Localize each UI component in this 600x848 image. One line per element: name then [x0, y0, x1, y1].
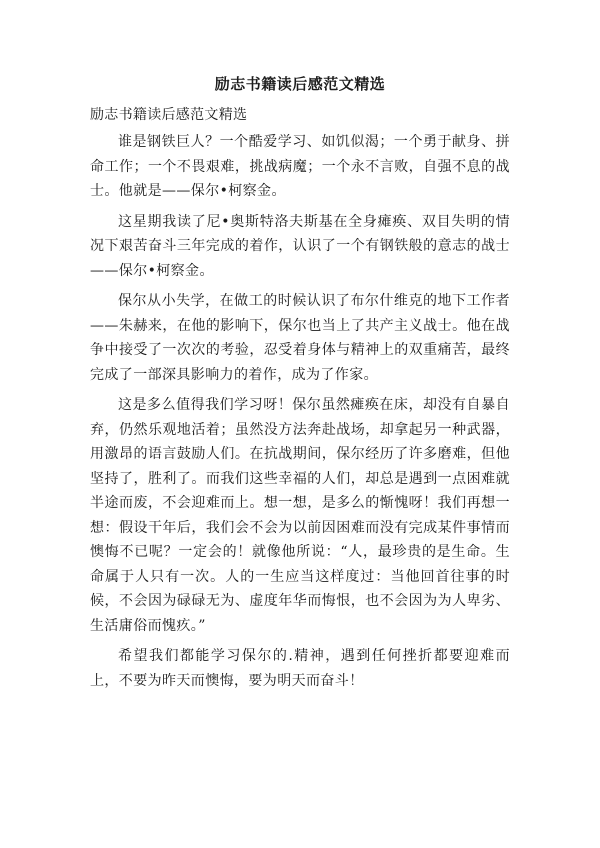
paragraph-4: 这是多么值得我们学习呀！保尔虽然瘫痪在床，却没有自暴自弃，仍然乐观地活着；虽然没方法奔赴战场，却拿起另一种武器，用激昂的语言鼓励人们。在抗战期间，保尔经历了许多磨难，但他坚持了，胜利了。而我们这些幸福的人们，却总是遇到一点困难就半途而废，不会迎难而上。想一想，是多么的惭愧呀！我们再想一想：假设干年后，我们会不会为以前因困难而没有完成某件事情而懊悔不已呢？一定会的！就像他所说：“人，最珍贵的是生命。生命属于人只有一次。人的一生应当这样度过：当他回首往事的时候，不会因为碌碌无为、虚度年华而悔恨，也不会因为为人卑劣、生活庸俗而愧疚。”	[90, 397, 510, 634]
paragraph-3: 保尔从小失学，在做工的时候认识了布尔什维克的地下工作者——朱赫来，在他的影响下，保尔也当上了共产主义战士。他在战争中接受了一次次的考验，忍受着身体与精神上的双重痛苦，最终完成了一部深具影响力的着作，成为了作家。	[90, 293, 510, 383]
document-body	[90, 130, 510, 699]
paragraph-5: 希望我们都能学习保尔的.精神，遇到任何挫折都要迎难而上，不要为昨天而懊悔，要为明天而奋斗！	[90, 648, 510, 689]
document-subtitle: 励志书籍读后感范文精选	[90, 107, 248, 123]
paragraph-1: 谁是钢铁巨人？一个酷爱学习、如饥似渴；一个勇于献身、拼命工作；一个不畏艰难，挑战病魔；一个永不言败，自强不息的战士。他就是——保尔•柯察金。	[90, 134, 510, 199]
paragraph-2: 这星期我读了尼•奥斯特洛夫斯基在全身瘫痪、双目失明的情况下艰苦奋斗三年完成的着作，认识了一个有钢铁般的意志的战士——保尔•柯察金。	[90, 213, 510, 279]
document-title: 励志书籍读后感范文精选	[214, 75, 386, 93]
